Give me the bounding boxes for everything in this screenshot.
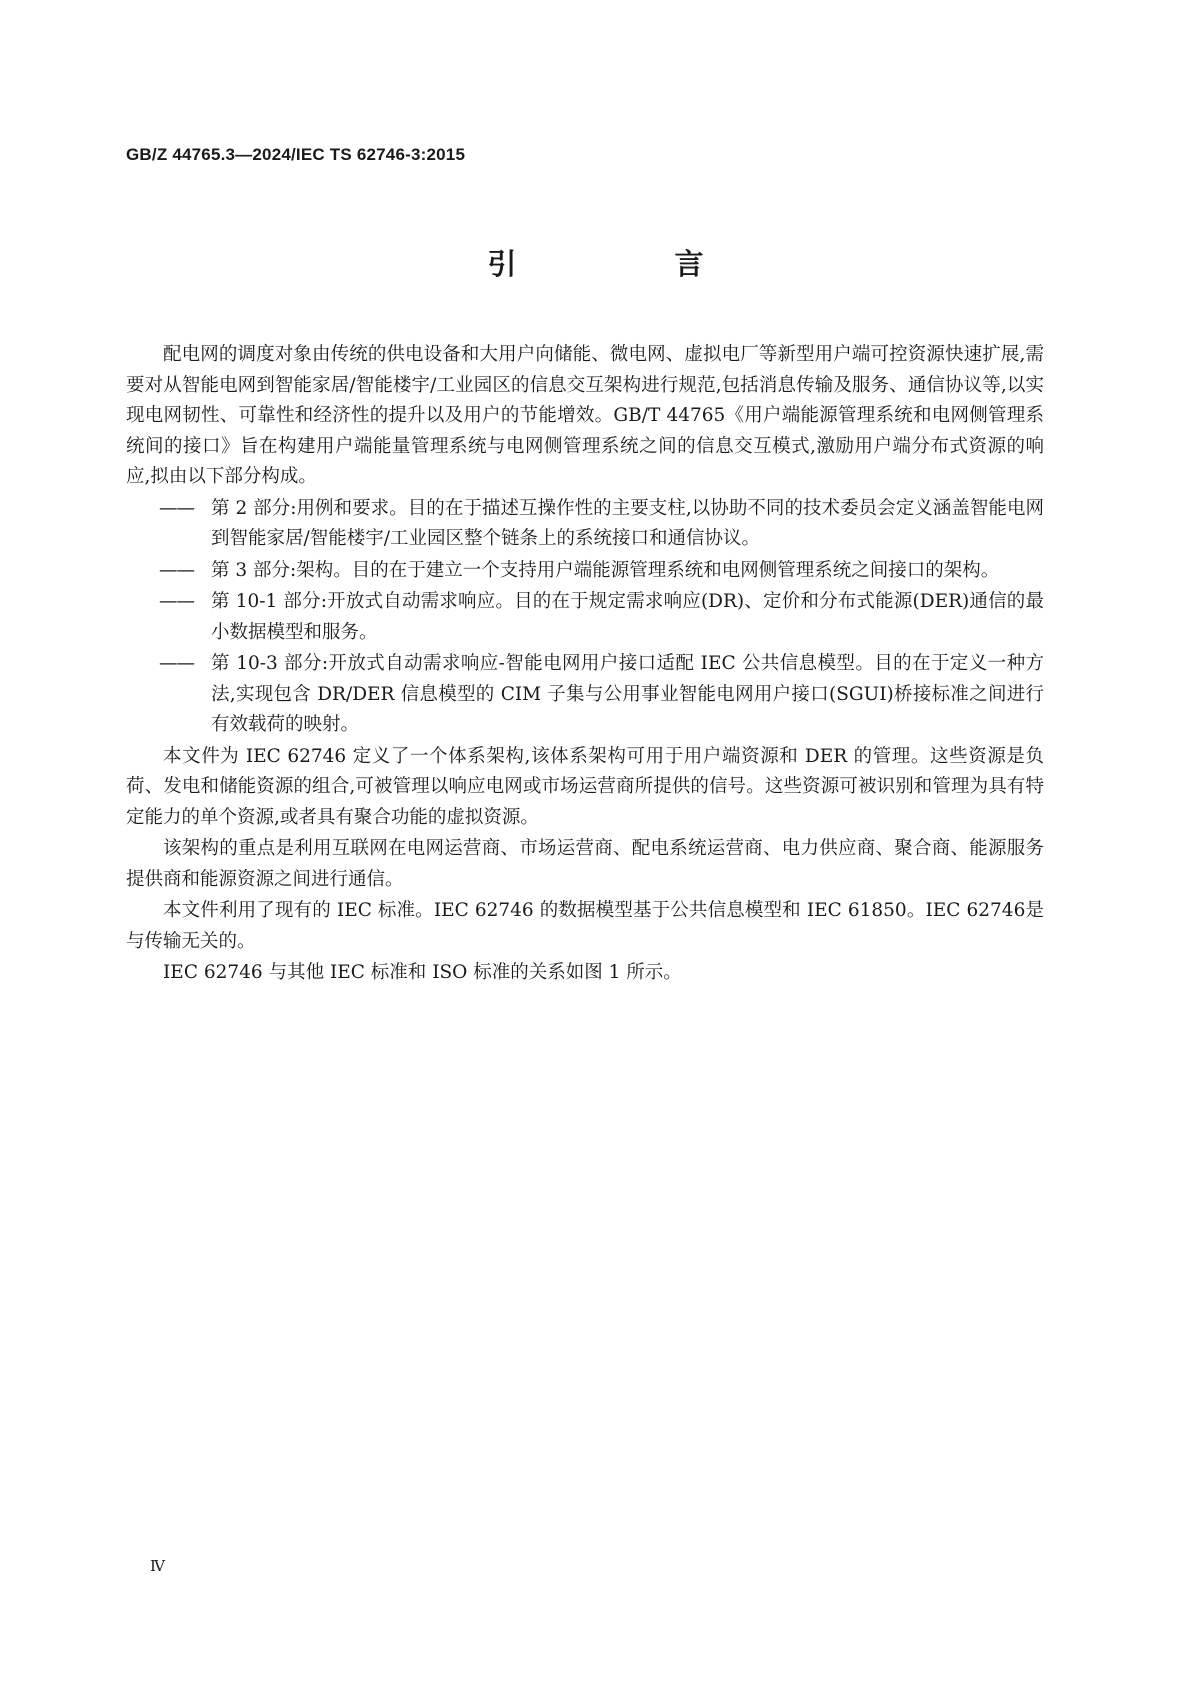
list-item (126, 556, 1044, 587)
list-item (126, 494, 1044, 555)
list-item-text: 第 2 部分:用例和要求。目的在于描述互操作性的主要支柱,以协助不同的技术委员会定义涵盖智能电网到智能家居/智能楼宇/工业园区整个链条上的系统接口和通信协议。 (211, 497, 1044, 549)
page-title: 引 言 (487, 247, 778, 281)
page-number: Ⅳ (150, 1557, 165, 1575)
body-text (126, 340, 1044, 990)
standards-paragraph: 本文件利用了现有的 IEC 标准。IEC 62746 的数据模型基于公共信息模型和 IEC 61850。IEC 62746是与传输无关的。 (126, 900, 1044, 952)
standard-code-header: GB/Z 44765.3—2024/IEC TS 62746-3:2015 (126, 145, 466, 164)
list-item (126, 587, 1044, 648)
list-item (126, 649, 1044, 741)
list-dash: —— (159, 559, 194, 581)
list-item-text: 第 10-1 部分:开放式自动需求响应。目的在于规定需求响应(DR)、定价和分布式能源(DER)通信的最小数据模型和服务。 (211, 591, 1044, 643)
list-dash: —— (159, 653, 194, 674)
list-dash: —— (159, 591, 194, 612)
list-item-text: 第 10-3 部分:开放式自动需求响应-智能电网用户接口适配 IEC 公共信息模型。目的在于定义一种方法,实现包含 DR/DER 信息模型的 CIM 子集与公用事业智能电网用户接口(SGUI)桥接标准之间进行有效载荷的映射。 (211, 653, 1044, 735)
relationship-paragraph: IEC 62746 与其他 IEC 标准和 ISO 标准的关系如图 1 所示。 (163, 962, 682, 983)
focus-paragraph: 该架构的重点是利用互联网在电网运营商、市场运营商、配电系统运营商、电力供应商、聚合商、能源服务提供商和能源资源之间进行通信。 (126, 838, 1044, 890)
list-item-text: 第 3 部分:架构。目的在于建立一个支持用户端能源管理系统和电网侧管理系统之间接口的架构。 (211, 559, 1000, 581)
architecture-paragraph: 本文件为 IEC 62746 定义了一个体系架构,该体系架构可用于用户端资源和 DER 的管理。这些资源是负荷、发电和储能资源的组合,可被管理以响应电网或市场运营商所提供的信号。这些资源可被识别和管理为具有特定能力的单个资源,或者具有聚合功能的虚拟资源。 (126, 745, 1044, 828)
list-dash: —— (159, 497, 194, 519)
intro-paragraph: 配电网的调度对象由传统的供电设备和大用户向储能、微电网、虚拟电厂等新型用户端可控资源快速扩展,需要对从智能电网到智能家居/智能楼宇/工业园区的信息交互架构进行规范,包括消息传输及服务、通信协议等,以实现电网韧性、可靠性和经济性的提升以及用户的节能增效。GB/T 44765《用户端能源管理系统和电网侧管理系统间的接口》旨在构建用户端能量管理系统与电网侧管理系统之间的信息交互模式,激励用户端分布式资源的响应,拟由以下部分构成。 (126, 344, 1044, 487)
